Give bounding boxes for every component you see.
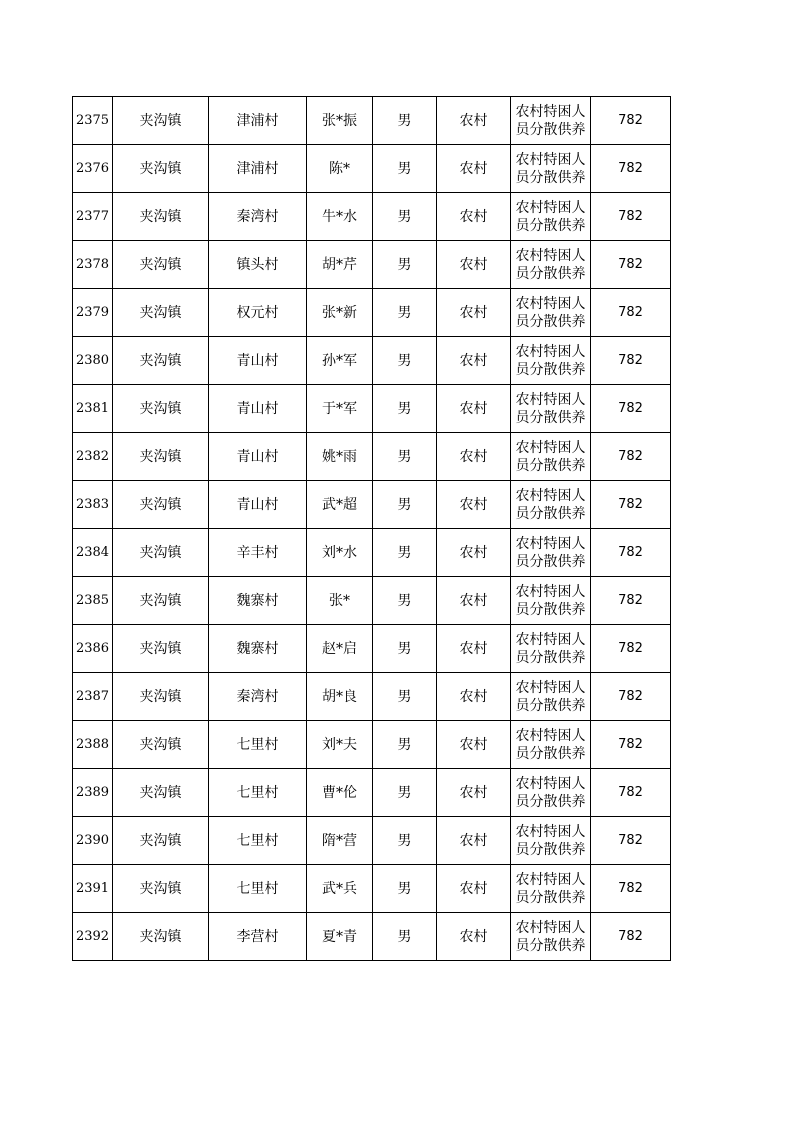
assistance-category-cell — [511, 481, 591, 529]
name-cell: 刘*夫 — [307, 721, 373, 769]
gender-cell: 男 — [373, 241, 437, 289]
amount-cell: 782 — [591, 673, 671, 721]
gender-cell: 男 — [373, 577, 437, 625]
category-line-2: 员分散供养 — [515, 697, 586, 714]
records-body — [73, 97, 671, 961]
residence-type-cell: 农村 — [437, 241, 511, 289]
gender-cell: 男 — [373, 433, 437, 481]
village-cell: 辛丰村 — [209, 529, 307, 577]
town-cell: 夹沟镇 — [113, 577, 209, 625]
assistance-category-cell — [511, 433, 591, 481]
category-line-2: 员分散供养 — [515, 649, 586, 666]
records-table — [72, 96, 671, 961]
assistance-category-cell — [511, 385, 591, 433]
name-cell: 曹*伦 — [307, 769, 373, 817]
assistance-category-cell — [511, 913, 591, 961]
town-cell: 夹沟镇 — [113, 241, 209, 289]
name-cell: 张*振 — [307, 97, 373, 145]
name-cell: 武*兵 — [307, 865, 373, 913]
amount-cell: 782 — [591, 337, 671, 385]
town-cell: 夹沟镇 — [113, 193, 209, 241]
name-cell: 胡*芹 — [307, 241, 373, 289]
table-row — [73, 769, 671, 817]
category-line-1: 农村特困人 — [515, 871, 586, 888]
gender-cell: 男 — [373, 481, 437, 529]
seq-cell: 2376 — [73, 145, 113, 193]
table-row — [73, 625, 671, 673]
seq-cell: 2388 — [73, 721, 113, 769]
name-cell: 夏*青 — [307, 913, 373, 961]
village-cell: 青山村 — [209, 385, 307, 433]
gender-cell: 男 — [373, 769, 437, 817]
category-line-1: 农村特困人 — [515, 919, 586, 936]
category-line-1: 农村特困人 — [515, 583, 586, 600]
gender-cell: 男 — [373, 913, 437, 961]
seq-cell: 2384 — [73, 529, 113, 577]
residence-type-cell: 农村 — [437, 577, 511, 625]
town-cell: 夹沟镇 — [113, 529, 209, 577]
seq-cell: 2389 — [73, 769, 113, 817]
category-line-1: 农村特困人 — [515, 295, 586, 312]
amount-cell: 782 — [591, 769, 671, 817]
category-line-1: 农村特困人 — [515, 487, 586, 504]
gender-cell: 男 — [373, 193, 437, 241]
gender-cell: 男 — [373, 673, 437, 721]
town-cell: 夹沟镇 — [113, 865, 209, 913]
table-row — [73, 913, 671, 961]
gender-cell: 男 — [373, 97, 437, 145]
table-row — [73, 193, 671, 241]
residence-type-cell: 农村 — [437, 625, 511, 673]
category-line-1: 农村特困人 — [515, 727, 586, 744]
name-cell: 武*超 — [307, 481, 373, 529]
village-cell: 七里村 — [209, 817, 307, 865]
assistance-category-cell — [511, 769, 591, 817]
residence-type-cell: 农村 — [437, 289, 511, 337]
table-row — [73, 673, 671, 721]
seq-cell: 2382 — [73, 433, 113, 481]
village-cell: 魏寨村 — [209, 577, 307, 625]
table-row — [73, 817, 671, 865]
category-line-2: 员分散供养 — [515, 121, 586, 138]
amount-cell: 782 — [591, 145, 671, 193]
amount-cell: 782 — [591, 481, 671, 529]
gender-cell: 男 — [373, 817, 437, 865]
residence-type-cell: 农村 — [437, 529, 511, 577]
town-cell: 夹沟镇 — [113, 673, 209, 721]
category-line-1: 农村特困人 — [515, 151, 586, 168]
town-cell: 夹沟镇 — [113, 481, 209, 529]
table-row — [73, 865, 671, 913]
residence-type-cell: 农村 — [437, 385, 511, 433]
amount-cell: 782 — [591, 529, 671, 577]
table-row — [73, 433, 671, 481]
amount-cell: 782 — [591, 385, 671, 433]
town-cell: 夹沟镇 — [113, 817, 209, 865]
village-cell: 七里村 — [209, 865, 307, 913]
town-cell: 夹沟镇 — [113, 145, 209, 193]
gender-cell: 男 — [373, 337, 437, 385]
assistance-category-cell — [511, 673, 591, 721]
category-line-1: 农村特困人 — [515, 103, 586, 120]
seq-cell: 2378 — [73, 241, 113, 289]
name-cell: 牛*水 — [307, 193, 373, 241]
seq-cell: 2386 — [73, 625, 113, 673]
village-cell: 魏寨村 — [209, 625, 307, 673]
town-cell: 夹沟镇 — [113, 97, 209, 145]
seq-cell: 2377 — [73, 193, 113, 241]
category-line-2: 员分散供养 — [515, 313, 586, 330]
village-cell: 七里村 — [209, 769, 307, 817]
assistance-category-cell — [511, 625, 591, 673]
amount-cell: 782 — [591, 577, 671, 625]
seq-cell: 2375 — [73, 97, 113, 145]
village-cell: 权元村 — [209, 289, 307, 337]
seq-cell: 2381 — [73, 385, 113, 433]
village-cell: 镇头村 — [209, 241, 307, 289]
category-line-2: 员分散供养 — [515, 169, 586, 186]
residence-type-cell: 农村 — [437, 97, 511, 145]
name-cell: 隋*营 — [307, 817, 373, 865]
residence-type-cell: 农村 — [437, 769, 511, 817]
category-line-1: 农村特困人 — [515, 247, 586, 264]
category-line-1: 农村特困人 — [515, 679, 586, 696]
amount-cell: 782 — [591, 865, 671, 913]
category-line-1: 农村特困人 — [515, 199, 586, 216]
table-row — [73, 337, 671, 385]
table-row — [73, 577, 671, 625]
amount-cell: 782 — [591, 97, 671, 145]
category-line-1: 农村特困人 — [515, 391, 586, 408]
town-cell: 夹沟镇 — [113, 913, 209, 961]
seq-cell: 2383 — [73, 481, 113, 529]
category-line-2: 员分散供养 — [515, 217, 586, 234]
seq-cell: 2387 — [73, 673, 113, 721]
town-cell: 夹沟镇 — [113, 433, 209, 481]
name-cell: 于*军 — [307, 385, 373, 433]
village-cell: 李营村 — [209, 913, 307, 961]
town-cell: 夹沟镇 — [113, 337, 209, 385]
village-cell: 青山村 — [209, 433, 307, 481]
gender-cell: 男 — [373, 721, 437, 769]
amount-cell: 782 — [591, 913, 671, 961]
village-cell: 秦湾村 — [209, 193, 307, 241]
category-line-2: 员分散供养 — [515, 601, 586, 618]
residence-type-cell: 农村 — [437, 145, 511, 193]
category-line-2: 员分散供养 — [515, 409, 586, 426]
seq-cell: 2390 — [73, 817, 113, 865]
town-cell: 夹沟镇 — [113, 721, 209, 769]
assistance-category-cell — [511, 721, 591, 769]
name-cell: 刘*水 — [307, 529, 373, 577]
table-row — [73, 481, 671, 529]
assistance-category-cell — [511, 337, 591, 385]
residence-type-cell: 农村 — [437, 433, 511, 481]
seq-cell: 2380 — [73, 337, 113, 385]
seq-cell: 2391 — [73, 865, 113, 913]
category-line-1: 农村特困人 — [515, 823, 586, 840]
assistance-category-cell — [511, 577, 591, 625]
residence-type-cell: 农村 — [437, 721, 511, 769]
assistance-category-cell — [511, 193, 591, 241]
residence-type-cell: 农村 — [437, 913, 511, 961]
amount-cell: 782 — [591, 193, 671, 241]
amount-cell: 782 — [591, 289, 671, 337]
category-line-2: 员分散供养 — [515, 553, 586, 570]
amount-cell: 782 — [591, 817, 671, 865]
category-line-2: 员分散供养 — [515, 889, 586, 906]
category-line-2: 员分散供养 — [515, 457, 586, 474]
assistance-category-cell — [511, 289, 591, 337]
category-line-2: 员分散供养 — [515, 265, 586, 282]
village-cell: 津浦村 — [209, 145, 307, 193]
town-cell: 夹沟镇 — [113, 289, 209, 337]
amount-cell: 782 — [591, 625, 671, 673]
town-cell: 夹沟镇 — [113, 385, 209, 433]
name-cell: 张*新 — [307, 289, 373, 337]
residence-type-cell: 农村 — [437, 817, 511, 865]
residence-type-cell: 农村 — [437, 673, 511, 721]
assistance-category-cell — [511, 145, 591, 193]
category-line-2: 员分散供养 — [515, 505, 586, 522]
gender-cell: 男 — [373, 145, 437, 193]
residence-type-cell: 农村 — [437, 481, 511, 529]
category-line-2: 员分散供养 — [515, 937, 586, 954]
assistance-category-cell — [511, 865, 591, 913]
name-cell: 张* — [307, 577, 373, 625]
gender-cell: 男 — [373, 529, 437, 577]
assistance-category-cell — [511, 97, 591, 145]
village-cell: 青山村 — [209, 337, 307, 385]
category-line-1: 农村特困人 — [515, 631, 586, 648]
table-row — [73, 385, 671, 433]
table-row — [73, 721, 671, 769]
category-line-1: 农村特困人 — [515, 439, 586, 456]
name-cell: 胡*良 — [307, 673, 373, 721]
name-cell: 姚*雨 — [307, 433, 373, 481]
table-row — [73, 289, 671, 337]
gender-cell: 男 — [373, 625, 437, 673]
village-cell: 青山村 — [209, 481, 307, 529]
table-row — [73, 145, 671, 193]
name-cell: 孙*军 — [307, 337, 373, 385]
seq-cell: 2392 — [73, 913, 113, 961]
residence-type-cell: 农村 — [437, 193, 511, 241]
village-cell: 津浦村 — [209, 97, 307, 145]
gender-cell: 男 — [373, 289, 437, 337]
village-cell: 秦湾村 — [209, 673, 307, 721]
village-cell: 七里村 — [209, 721, 307, 769]
amount-cell: 782 — [591, 241, 671, 289]
amount-cell: 782 — [591, 721, 671, 769]
gender-cell: 男 — [373, 865, 437, 913]
town-cell: 夹沟镇 — [113, 625, 209, 673]
category-line-2: 员分散供养 — [515, 793, 586, 810]
residence-type-cell: 农村 — [437, 865, 511, 913]
seq-cell: 2379 — [73, 289, 113, 337]
table-row — [73, 241, 671, 289]
town-cell: 夹沟镇 — [113, 769, 209, 817]
table-row — [73, 97, 671, 145]
category-line-1: 农村特困人 — [515, 775, 586, 792]
assistance-category-cell — [511, 817, 591, 865]
assistance-category-cell — [511, 529, 591, 577]
residence-type-cell: 农村 — [437, 337, 511, 385]
table-row — [73, 529, 671, 577]
category-line-1: 农村特困人 — [515, 535, 586, 552]
name-cell: 赵*启 — [307, 625, 373, 673]
category-line-2: 员分散供养 — [515, 361, 586, 378]
seq-cell: 2385 — [73, 577, 113, 625]
category-line-1: 农村特困人 — [515, 343, 586, 360]
name-cell: 陈* — [307, 145, 373, 193]
assistance-category-cell — [511, 241, 591, 289]
category-line-2: 员分散供养 — [515, 745, 586, 762]
gender-cell: 男 — [373, 385, 437, 433]
category-line-2: 员分散供养 — [515, 841, 586, 858]
amount-cell: 782 — [591, 433, 671, 481]
